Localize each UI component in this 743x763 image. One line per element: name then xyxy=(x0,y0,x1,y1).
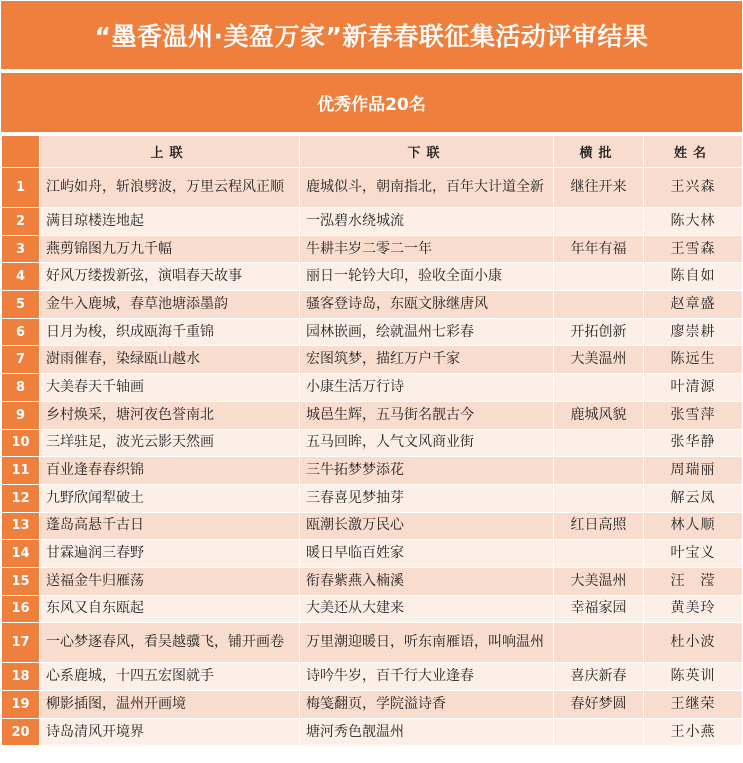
author-name-cell: 周瑞丽 xyxy=(644,457,743,485)
upper-couplet-cell: 燕剪锦图九万九千幅 xyxy=(40,235,300,263)
header-lower-couplet: 下联 xyxy=(300,136,554,168)
section-subtitle: 优秀作品20名 xyxy=(1,73,742,135)
row-number-cell: 9 xyxy=(2,401,40,429)
author-name-cell: 黄美玲 xyxy=(644,595,743,623)
table-row xyxy=(2,346,743,374)
table-row xyxy=(2,623,743,663)
upper-couplet-cell: 百业逢春春织锦 xyxy=(40,457,300,485)
author-name-cell: 杜小波 xyxy=(644,623,743,663)
upper-couplet-cell: 东风又自东瓯起 xyxy=(40,595,300,623)
upper-couplet-cell: 诗岛清风开境界 xyxy=(40,718,300,746)
lower-couplet-cell: 瓯潮长激万民心 xyxy=(300,512,554,540)
author-name-cell: 叶宝义 xyxy=(644,540,743,568)
upper-couplet-cell: 乡村焕采，塘河夜色誉南北 xyxy=(40,401,300,429)
author-name-cell: 王兴森 xyxy=(644,168,743,208)
upper-couplet-cell: 三垟驻足，波光云影天然画 xyxy=(40,429,300,457)
banner-cell xyxy=(554,208,644,236)
page-title: “墨香温州·美盈万家”新春春联征集活动评审结果 xyxy=(1,1,742,73)
lower-couplet-cell: 五马回眸，人气文风商业街 xyxy=(300,429,554,457)
upper-couplet-cell: 一心梦逐春风，看吴越骥飞，铺开画卷 xyxy=(40,623,300,663)
banner-cell: 喜庆新春 xyxy=(554,663,644,691)
upper-couplet-cell: 柳影插图，温州开画境 xyxy=(40,691,300,719)
header-banner: 横批 xyxy=(554,136,644,168)
banner-cell: 开拓创新 xyxy=(554,318,644,346)
table-row xyxy=(2,484,743,512)
banner-cell: 红日高照 xyxy=(554,512,644,540)
table-row xyxy=(2,567,743,595)
lower-couplet-cell: 万里潮迎暖日，听东南雁语，叫响温州 xyxy=(300,623,554,663)
lower-couplet-cell: 骚客登诗岛，东瓯文脉继唐风 xyxy=(300,291,554,319)
lower-couplet-cell: 鹿城似斗，朝南指北，百年大计道全新 xyxy=(300,168,554,208)
table-row xyxy=(2,429,743,457)
lower-couplet-cell: 三牛拓梦梦添花 xyxy=(300,457,554,485)
row-number-cell: 4 xyxy=(2,263,40,291)
table-row xyxy=(2,540,743,568)
author-name-cell: 张华静 xyxy=(644,429,743,457)
row-number-cell: 12 xyxy=(2,484,40,512)
author-name-cell: 赵章盛 xyxy=(644,291,743,319)
table-row xyxy=(2,263,743,291)
banner-cell xyxy=(554,374,644,402)
upper-couplet-cell: 心系鹿城，十四五宏图就手 xyxy=(40,663,300,691)
upper-couplet-cell: 满目琼楼连地起 xyxy=(40,208,300,236)
banner-cell xyxy=(554,718,644,746)
table-row xyxy=(2,663,743,691)
upper-couplet-cell: 九野欣闻犁破土 xyxy=(40,484,300,512)
table-row xyxy=(2,718,743,746)
lower-couplet-cell: 牛耕丰岁二零二一年 xyxy=(300,235,554,263)
upper-couplet-cell: 蓬岛高悬千古日 xyxy=(40,512,300,540)
author-name-cell: 王小燕 xyxy=(644,718,743,746)
banner-cell xyxy=(554,429,644,457)
author-name-cell: 汪 滢 xyxy=(644,567,743,595)
banner-cell: 鹿城风貌 xyxy=(554,401,644,429)
lower-couplet-cell: 大美还从大建来 xyxy=(300,595,554,623)
lower-couplet-cell: 三春喜见梦抽芽 xyxy=(300,484,554,512)
author-name-cell: 陈自如 xyxy=(644,263,743,291)
banner-cell: 年年有福 xyxy=(554,235,644,263)
row-number-cell: 15 xyxy=(2,567,40,595)
row-number-cell: 7 xyxy=(2,346,40,374)
lower-couplet-cell: 诗吟牛岁，百千行大业逢春 xyxy=(300,663,554,691)
header-upper-couplet: 上联 xyxy=(40,136,300,168)
banner-cell: 春好梦圆 xyxy=(554,691,644,719)
table-row xyxy=(2,235,743,263)
row-number-cell: 14 xyxy=(2,540,40,568)
row-number-cell: 10 xyxy=(2,429,40,457)
author-name-cell: 陈英训 xyxy=(644,663,743,691)
lower-couplet-cell: 一泓碧水绕城流 xyxy=(300,208,554,236)
upper-couplet-cell: 江屿如舟，斩浪劈波，万里云程风正顺 xyxy=(40,168,300,208)
row-number-cell: 1 xyxy=(2,168,40,208)
row-number-cell: 11 xyxy=(2,457,40,485)
author-name-cell: 陈远生 xyxy=(644,346,743,374)
row-number-cell: 2 xyxy=(2,208,40,236)
row-number-cell: 18 xyxy=(2,663,40,691)
row-number-cell: 19 xyxy=(2,691,40,719)
table-row xyxy=(2,401,743,429)
table-row xyxy=(2,318,743,346)
table-header-row xyxy=(2,136,743,168)
author-name-cell: 张雪萍 xyxy=(644,401,743,429)
row-number-cell: 20 xyxy=(2,718,40,746)
row-number-cell: 5 xyxy=(2,291,40,319)
lower-couplet-cell: 宏图筑梦，描红万户千家 xyxy=(300,346,554,374)
author-name-cell: 廖崇耕 xyxy=(644,318,743,346)
upper-couplet-cell: 日月为梭，织成瓯海千重锦 xyxy=(40,318,300,346)
row-number-cell: 13 xyxy=(2,512,40,540)
results-table xyxy=(1,135,743,746)
lower-couplet-cell: 塘河秀色靓温州 xyxy=(300,718,554,746)
table-row xyxy=(2,512,743,540)
row-number-cell: 6 xyxy=(2,318,40,346)
row-number-cell: 16 xyxy=(2,595,40,623)
author-name-cell: 王继荣 xyxy=(644,691,743,719)
author-name-cell: 王雪森 xyxy=(644,235,743,263)
upper-couplet-cell: 澍雨催春，染绿瓯山越水 xyxy=(40,346,300,374)
banner-cell xyxy=(554,457,644,485)
author-name-cell: 解云凤 xyxy=(644,484,743,512)
author-name-cell: 林人顺 xyxy=(644,512,743,540)
upper-couplet-cell: 大美春天千轴画 xyxy=(40,374,300,402)
table-row xyxy=(2,374,743,402)
banner-cell xyxy=(554,540,644,568)
header-number xyxy=(2,136,40,168)
banner-cell: 大美温州 xyxy=(554,567,644,595)
upper-couplet-cell: 甘霖遍润三春野 xyxy=(40,540,300,568)
lower-couplet-cell: 园林嵌画，绘就温州七彩春 xyxy=(300,318,554,346)
upper-couplet-cell: 送福金牛归雁荡 xyxy=(40,567,300,595)
author-name-cell: 叶清源 xyxy=(644,374,743,402)
lower-couplet-cell: 暖日早临百姓家 xyxy=(300,540,554,568)
table-row xyxy=(2,595,743,623)
author-name-cell: 陈大林 xyxy=(644,208,743,236)
lower-couplet-cell: 城邑生辉，五马街名靓古今 xyxy=(300,401,554,429)
table-row xyxy=(2,457,743,485)
lower-couplet-cell: 丽日一轮钤大印，验收全面小康 xyxy=(300,263,554,291)
banner-cell xyxy=(554,623,644,663)
table-row xyxy=(2,691,743,719)
banner-cell xyxy=(554,484,644,512)
banner-cell xyxy=(554,263,644,291)
banner-cell: 大美温州 xyxy=(554,346,644,374)
row-number-cell: 17 xyxy=(2,623,40,663)
row-number-cell: 3 xyxy=(2,235,40,263)
header-name: 姓名 xyxy=(644,136,743,168)
row-number-cell: 8 xyxy=(2,374,40,402)
lower-couplet-cell: 梅笺翻页，学院溢诗香 xyxy=(300,691,554,719)
upper-couplet-cell: 好风万缕拨新弦，演唱春天故事 xyxy=(40,263,300,291)
banner-cell: 幸福家园 xyxy=(554,595,644,623)
upper-couplet-cell: 金牛入鹿城，春草池塘添墨韵 xyxy=(40,291,300,319)
table-row xyxy=(2,208,743,236)
banner-cell xyxy=(554,291,644,319)
results-document xyxy=(1,1,742,761)
lower-couplet-cell: 小康生活万行诗 xyxy=(300,374,554,402)
table-row xyxy=(2,168,743,208)
table-row xyxy=(2,291,743,319)
banner-cell: 继往开来 xyxy=(554,168,644,208)
lower-couplet-cell: 衔春紫燕入楠溪 xyxy=(300,567,554,595)
